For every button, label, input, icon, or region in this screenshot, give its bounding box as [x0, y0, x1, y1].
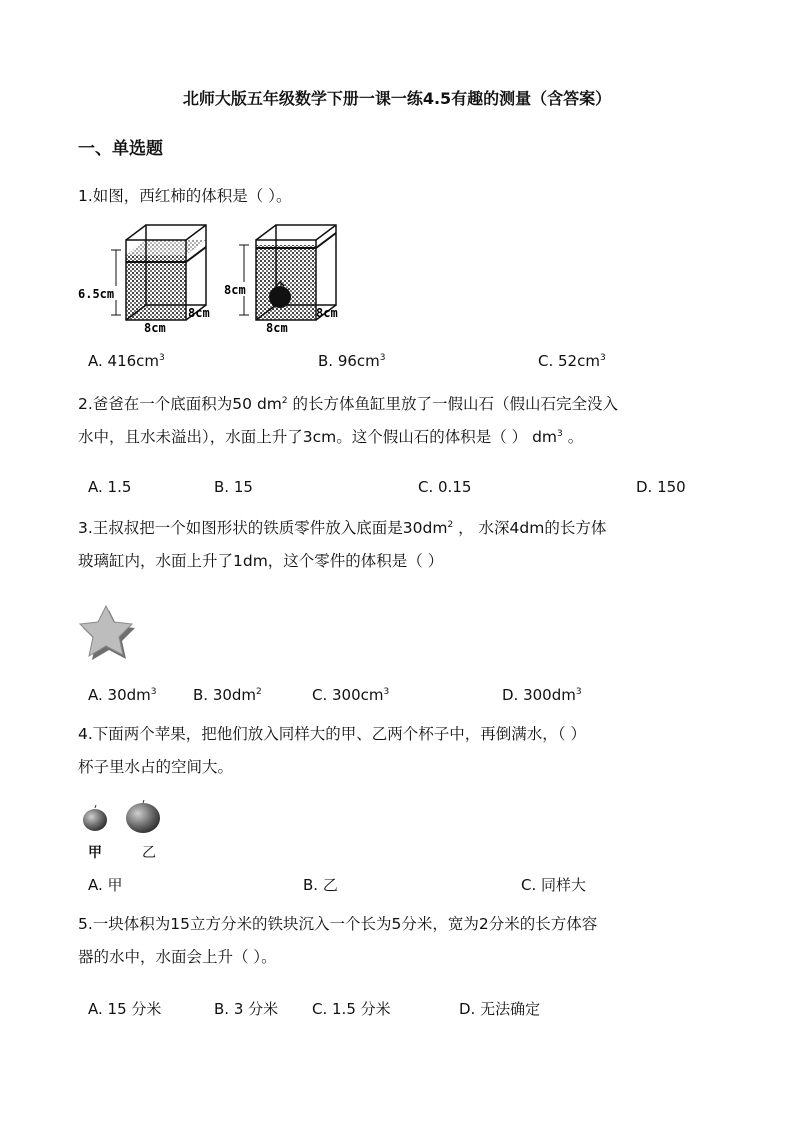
- question-1-figure: [76, 220, 376, 340]
- section-heading: 一、单选题: [78, 139, 163, 159]
- right-height-label: 8cm: [224, 283, 246, 297]
- question-5-option-d[interactable]: D. 无法确定: [459, 1000, 541, 1018]
- question-2-option-a[interactable]: A. 1.5: [88, 478, 132, 496]
- question-1-option-a[interactable]: A. $416cm^3$: [88, 352, 165, 370]
- question-1-text: 1.如图，西红柿的体积是（ ）。: [78, 187, 292, 205]
- question-5-option-b[interactable]: B. 3 分米: [214, 1000, 279, 1018]
- question-4-option-c[interactable]: C. 同样大: [521, 876, 587, 894]
- question-3-option-a[interactable]: A. $30dm^3$: [88, 686, 157, 704]
- left-height-label: 6.5cm: [78, 287, 115, 301]
- question-5-text: 5.一块体积为15立方分米的铁块沉入一个长为5分米，宽为2分米的长方体容 器的水中，水面会上升（ ）。: [78, 915, 598, 966]
- question-5-option-c[interactable]: C. 1.5 分米: [312, 1000, 391, 1018]
- question-3-option-c[interactable]: C. $300cm^3$: [312, 686, 390, 704]
- question-3-text: 3.王叔叔把一个如图形状的铁质零件放入底面是$30dm^2$ ， 水深4dm的长方体 玻璃缸内，水面上升了1dm，这个零件的体积是（ ）: [78, 519, 607, 570]
- question-2-text: 2.爸爸在一个底面积为50 $dm^2$ 的长方体鱼缸里放了一假山石（假山石完全没入 水中，且水未溢出），水面上升了3cm。这个假山石的体积是（ ） $dm^3$ 。: [78, 395, 619, 446]
- document-title: 北师大版五年级数学下册一课一练4.5有趣的测量（含答案）: [182, 89, 612, 108]
- question-4-option-a[interactable]: A. 甲: [88, 876, 123, 894]
- question-2-option-c[interactable]: C. 0.15: [418, 478, 472, 496]
- tomato-icon: [269, 286, 291, 308]
- question-5-option-a[interactable]: A. 15 分米: [88, 1000, 162, 1018]
- left-width-label: 8cm: [144, 321, 166, 335]
- label-jia: 甲: [88, 845, 102, 861]
- question-1-option-c[interactable]: C. $52cm^3$: [538, 352, 606, 370]
- right-width-label: 8cm: [266, 321, 288, 335]
- question-1-option-b[interactable]: B. $96cm^3$: [318, 352, 386, 370]
- question-2-option-b[interactable]: B. 15: [214, 478, 253, 496]
- question-3-option-b[interactable]: B. $30dm^2$: [193, 686, 262, 704]
- question-4-text: 4.下面两个苹果，把他们放入同样大的甲、乙两个杯子中，再倒满水，（ ） 杯子里水占的空间大。: [78, 725, 586, 776]
- question-3-option-d[interactable]: D. $300dm^3$: [502, 686, 582, 704]
- small-apple-icon: [83, 809, 107, 831]
- apples-figure: [80, 800, 170, 840]
- label-yi: 乙: [142, 845, 156, 861]
- question-2-option-d[interactable]: D. 150: [636, 478, 686, 496]
- large-apple-icon: [126, 803, 160, 833]
- star-part-icon: [78, 602, 138, 662]
- left-depth-label: 8cm: [188, 306, 210, 320]
- right-depth-label: 8cm: [316, 306, 338, 320]
- question-4-option-b[interactable]: B. 乙: [303, 876, 338, 894]
